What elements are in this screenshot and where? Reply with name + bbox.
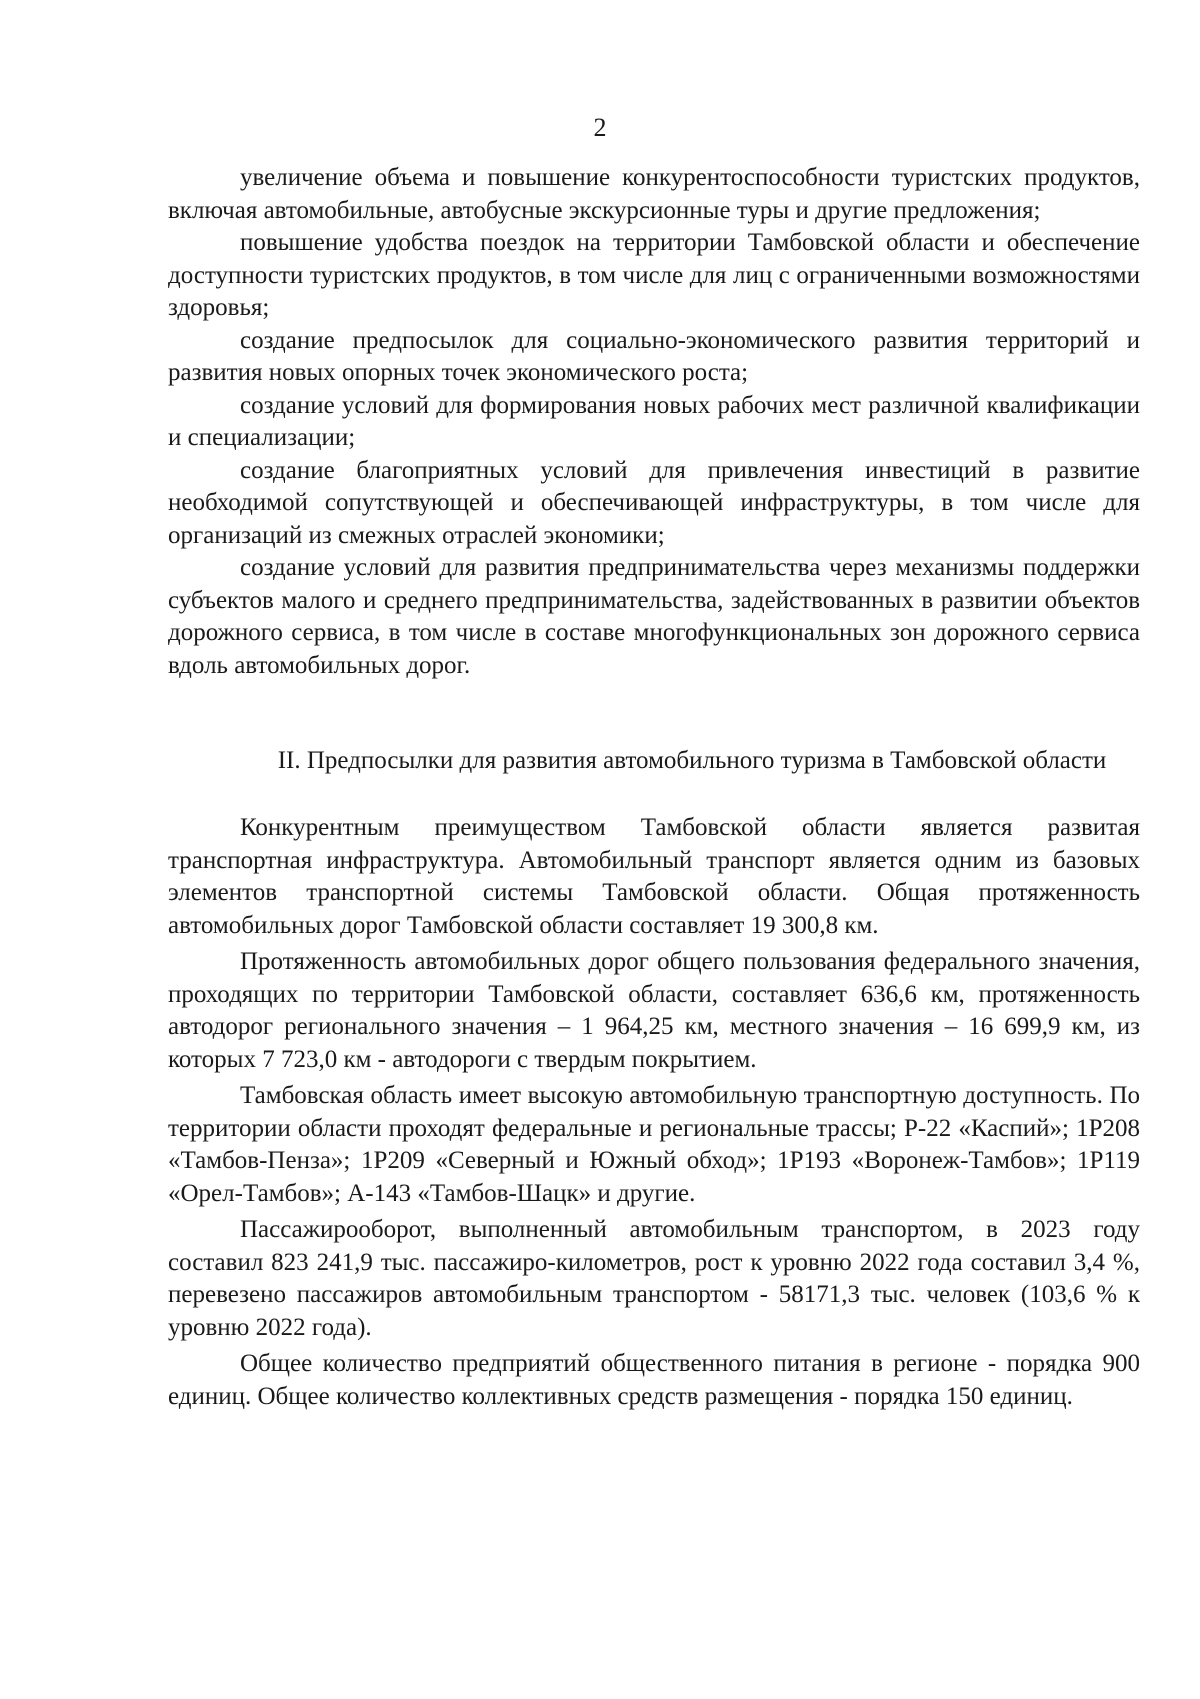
list-item: создание предпосылок для социально-экономического развития территорий и развития новых опорных точек экономического роста; <box>168 326 1140 386</box>
paragraph: Общее количество предприятий общественного питания в регионе - порядка 900 единиц. Общее количество коллективных средств размещения - порядка 150 единиц. <box>168 1350 1140 1410</box>
paragraph: Тамбовская область имеет высокую автомобильную транспортную доступность. По территории области проходят федеральные и региональные трассы; Р-22 «Каспий»; 1Р208 «Тамбов-Пенза»; 1Р209 «Северный и Южный обход»; 1Р193 «Воронеж-Тамбов»; 1Р119 «Орел-Тамбов»; А-143 «Тамбов-Шацк» и другие. <box>168 1082 1140 1207</box>
section-heading: II. Предпосылки для развития автомобильного туризма в Тамбовской области <box>277 747 1107 774</box>
page-number: 2 <box>593 113 607 142</box>
paragraph: Пассажирооборот, выполненный автомобильным транспортом, в 2023 году составил 823 241,9 тыс. пассажиро-километров, рост к уровню 2022 года составил 3,4 %, перевезено пассажиров автомобильным транспортом - 58171,3 тыс. человек (103,6 % к уровню 2022 года). <box>168 1216 1140 1341</box>
list-item: повышение удобства поездок на территории Тамбовской области и обеспечение доступности туристских продуктов, в том числе для лиц с ограниченными возможностями здоровья; <box>168 229 1140 321</box>
paragraph: Конкурентным преимуществом Тамбовской области является развитая транспортная инфраструктура. Автомобильный транспорт является одним из базовых элементов транспортной системы Тамбовской области. Общая протяженность автомобильных дорог Тамбовской области составляет 19 300,8 км. <box>168 814 1140 939</box>
list-item: создание благоприятных условий для привлечения инвестиций в развитие необходимой сопутствующей и обеспечивающей инфраструктуры, в том числе для организаций из смежных отраслей экономики; <box>168 456 1140 549</box>
list-item: создание условий для развития предпринимательства через механизмы поддержки субъектов малого и среднего предпринимательства, задействованных в развитии объектов дорожного сервиса, в том числе в составе многофункциональных зон дорожного сервиса вдоль автомобильных дорог. <box>168 554 1140 679</box>
list-item: создание условий для формирования новых рабочих мест различной квалификации и специализации; <box>168 391 1140 451</box>
goals-list <box>168 162 1140 682</box>
section-body <box>168 812 1140 1413</box>
paragraph: Протяженность автомобильных дорог общего пользования федерального значения, проходящих по территории Тамбовской области, составляет 636,6 км, протяженность автодорог регионального значения – 1 964,25 км, местного значения – 16 699,9 км, из которых 7 723,0 км - автодороги с твердым покрытием. <box>168 948 1140 1073</box>
list-item: увеличение объема и повышение конкурентоспособности туристских продуктов, включая автомобильные, автобусные экскурсионные туры и другие предложения; <box>168 164 1140 224</box>
